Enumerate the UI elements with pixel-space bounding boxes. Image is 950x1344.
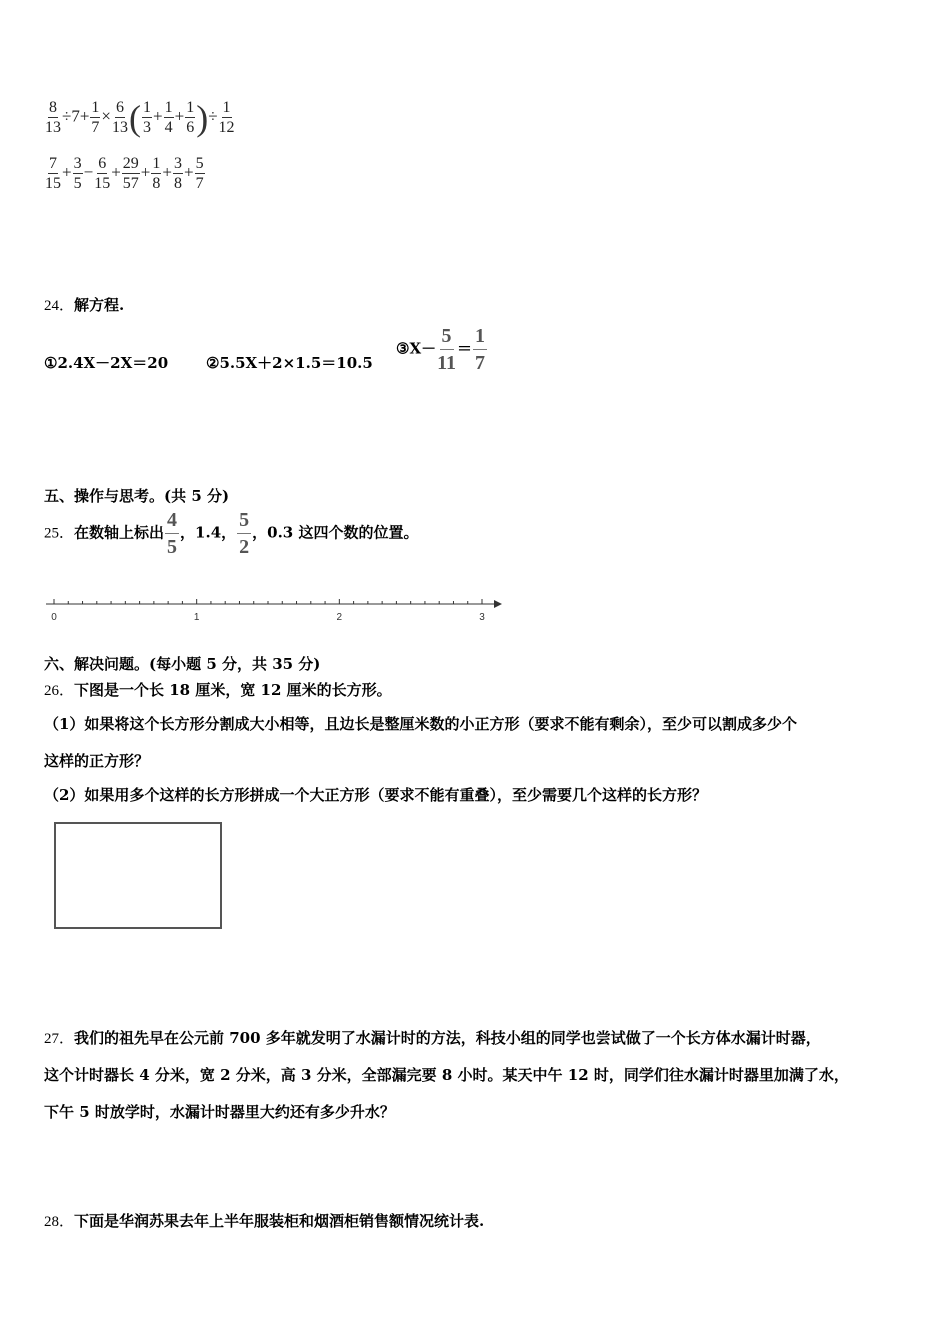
section-5-heading: 五、操作与思考。(共 5 分) — [44, 487, 230, 505]
fraction: $\frac{5}{11}$ — [437, 325, 456, 374]
left-paren: ( — [129, 98, 142, 138]
number-line — [40, 590, 510, 630]
fraction: $\frac{3}{5}$ — [73, 155, 82, 192]
fraction: $\frac{3}{8}$ — [173, 155, 182, 192]
tick-label: 1 — [193, 612, 200, 623]
question-26-part-1-line-2: 这样的正方形？ — [44, 752, 150, 770]
operator: × — [101, 106, 112, 126]
fraction: $\frac{1}{4}$ — [164, 99, 173, 136]
equation-3 — [396, 326, 488, 373]
question-text-a: 在数轴上标出 — [74, 523, 165, 542]
question-number: 28． — [44, 1214, 75, 1230]
right-paren: ) — [196, 98, 209, 138]
expression-1 — [44, 100, 236, 136]
fraction: $\frac{6}{13}$ — [112, 99, 129, 136]
question-26-part-1-line-1: （1）如果将这个长方形分割成大小相等，且边长是整厘米数的小正方形（要求不能有剩余），至少可以割成多少个 — [44, 715, 797, 733]
operator: + — [140, 162, 151, 182]
question-25 — [44, 510, 418, 557]
question-number: 24． — [44, 298, 75, 314]
rectangle-figure — [54, 822, 222, 929]
equals-sign: ＝ — [457, 339, 473, 358]
question-text: 下图是一个长 18 厘米，宽 12 厘米的长方形。 — [74, 681, 392, 699]
fraction: $\frac{8}{13}$ — [45, 99, 61, 136]
fraction: $\frac{1}{12}$ — [218, 99, 235, 136]
fraction: $\frac{1}{7}$ — [475, 325, 486, 374]
section-6-heading: 六、解决问题。(每小题 5 分，共 35 分) — [44, 655, 321, 673]
arrow-head-icon — [494, 600, 502, 608]
tick-label: 3 — [479, 612, 485, 623]
tick-label: 2 — [336, 612, 343, 623]
equation-3-prefix: ③X－ — [396, 339, 437, 358]
fraction: $\frac{7}{15}$ — [45, 155, 61, 192]
question-number: 27． — [44, 1031, 75, 1047]
operator: + — [62, 162, 72, 182]
operator: + — [174, 106, 185, 126]
expression-2 — [44, 156, 206, 192]
operator: ÷7+ — [62, 106, 90, 126]
fraction: $\frac{1}{7}$ — [91, 99, 100, 136]
fraction: $\frac{5}{7}$ — [195, 155, 204, 192]
equation-1: ①2.4X－2X＝20 — [44, 354, 169, 372]
question-text: 下面是华润苏果去年上半年服装柜和烟酒柜销售额情况统计表. — [74, 1212, 485, 1230]
question-27-line-1 — [44, 1027, 821, 1048]
fraction: $\frac{1}{8}$ — [152, 155, 161, 192]
operator: + — [183, 162, 194, 182]
question-text-b: ，1.4， — [180, 523, 237, 542]
question-26-part-2: （2）如果用多个这样的长方形拼成一个大正方形（要求不能有重叠），至少需要几个这样的长方形？ — [44, 786, 707, 804]
fraction: $\frac{29}{57}$ — [122, 155, 139, 192]
question-number: 26． — [44, 683, 75, 699]
operator: ÷ — [208, 106, 218, 126]
fraction: $\frac{1}{3}$ — [143, 99, 152, 136]
question-number: 25． — [44, 525, 75, 542]
question-28 — [44, 1210, 484, 1231]
question-27-line-3: 下午 5 时放学时，水漏计时器里大约还有多少升水？ — [44, 1103, 395, 1121]
operator: + — [153, 106, 163, 126]
operator: − — [83, 162, 94, 182]
question-text: 我们的祖先早在公元前 700 多年就发明了水漏计时的方法，科技小组的同学也尝试做了一个长方体水漏计时器， — [74, 1029, 821, 1047]
fraction: $\frac{4}{5}$ — [167, 509, 178, 558]
question-text: 解方程. — [74, 296, 125, 314]
fraction: $\frac{1}{6}$ — [186, 99, 195, 136]
equation-2: ②5.5X＋2×1.5＝10.5 — [206, 354, 373, 372]
question-24-title — [44, 294, 124, 315]
tick-label: 0 — [51, 612, 57, 623]
operator: + — [111, 162, 121, 182]
fraction: $\frac{5}{2}$ — [239, 509, 250, 558]
question-27-line-2: 这个计时器长 4 分米，宽 2 分米，高 3 分米，全部漏完要 8 小时。某天中午 12 时，同学们往水漏计时器里加满了水， — [44, 1066, 849, 1084]
fraction: $\frac{6}{15}$ — [94, 155, 111, 192]
question-text-c: ，0.3 这四个数的位置。 — [252, 523, 419, 542]
question-26-intro — [44, 679, 392, 700]
operator: + — [162, 162, 172, 182]
